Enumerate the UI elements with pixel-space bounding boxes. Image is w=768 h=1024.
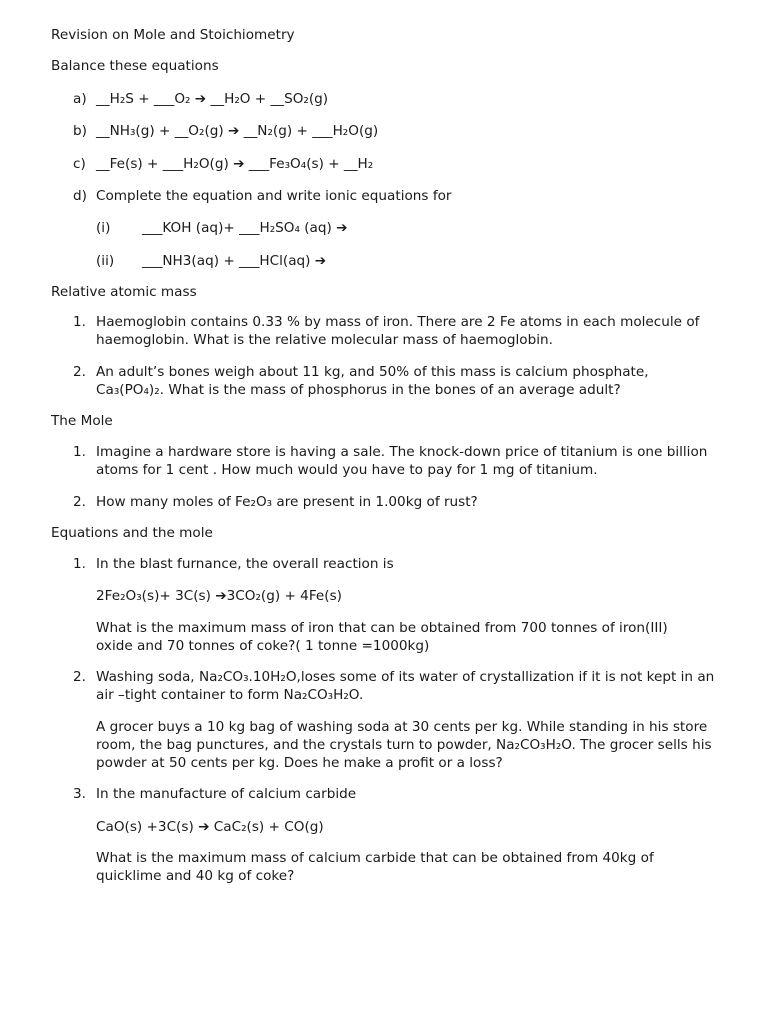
mole-q1-marker: 1. [73, 444, 86, 460]
ram-q2-marker: 2. [73, 364, 86, 380]
eqmole-q3-question: What is the maximum mass of calcium carbide that can be obtained from 40kg of quicklime and 40 kg of coke? [96, 850, 654, 884]
item-c-marker: c) [73, 156, 86, 172]
eqmole-q1-question: What is the maximum mass of iron that can be obtained from 700 tonnes of iron(III) oxide and 70 tonnes of coke?( 1 tonne =1000kg) [96, 620, 668, 654]
mole-q2-text: How many moles of Fe₂O₃ are present in 1.00kg of rust? [96, 494, 478, 510]
ram-q1-marker: 1. [73, 314, 86, 330]
item-a-marker: a) [73, 91, 87, 107]
item-d-text: Complete the equation and write ionic equations for [96, 188, 452, 204]
eqmole-q1-marker: 1. [73, 556, 86, 572]
item-d-i-equation: ___KOH (aq)+ ___H₂SO₄ (aq) ➔ [142, 220, 348, 236]
item-d-marker: d) [73, 188, 87, 204]
item-b-marker: b) [73, 123, 87, 139]
item-d-ii-marker: (ii) [96, 253, 115, 269]
eqmole-heading: Equations and the mole [51, 525, 213, 541]
eqmole-q3-text: In the manufacture of calcium carbide [96, 786, 357, 802]
mole-heading: The Mole [51, 413, 113, 429]
item-a-equation: __H₂S + ___O₂ ➔ __H₂O + __SO₂(g) [96, 91, 329, 107]
item-d-ii-equation: ___NH3(aq) + ___HCl(aq) ➔ [142, 253, 327, 269]
eqmole-q1-equation: 2Fe₂O₃(s)+ 3C(s) ➔3CO₂(g) + 4Fe(s) [96, 588, 342, 604]
item-c-equation: __Fe(s) + ___H₂O(g) ➔ ___Fe₃O₄(s) + __H₂ [96, 156, 374, 172]
document-title: Revision on Mole and Stoichiometry [51, 27, 295, 43]
eqmole-q3-marker: 3. [73, 786, 86, 802]
ram-q2-text: An adult’s bones weigh about 11 kg, and 50% of this mass is calcium phosphate, Ca₃(PO₄)₂. What is the mass of phosphorus in the bones of an average adult? [96, 364, 649, 398]
eqmole-q1-text: In the blast furnance, the overall reaction is [96, 556, 394, 572]
item-d-i-marker: (i) [96, 220, 111, 236]
eqmole-q3-equation: CaO(s) +3C(s) ➔ CaC₂(s) + CO(g) [96, 819, 324, 835]
eqmole-q2-text: Washing soda, Na₂CO₃.10H₂O,loses some of its water of crystallization if it is not kept in an air –tight container to form Na₂CO₃H₂O. [96, 669, 715, 703]
balance-heading: Balance these equations [51, 58, 219, 74]
ram-heading: Relative atomic mass [51, 284, 197, 300]
eqmole-q2-question: A grocer buys a 10 kg bag of washing soda at 30 cents per kg. While standing in his store room, the bag punctures, and the crystals turn to powder, Na₂CO₃H₂O. The grocer sells his powder at 50 cents per kg. Does he make a profit or a loss? [96, 719, 712, 771]
eqmole-q2-marker: 2. [73, 669, 86, 685]
mole-q2-marker: 2. [73, 494, 86, 510]
mole-q1-text: Imagine a hardware store is having a sale. The knock-down price of titanium is one billion atoms for 1 cent . How much would you have to pay for 1 mg of titanium. [96, 444, 708, 478]
ram-q1-text: Haemoglobin contains 0.33 % by mass of iron. There are 2 Fe atoms in each molecule of haemoglobin. What is the relative molecular mass of haemoglobin. [96, 314, 700, 348]
item-b-equation: __NH₃(g) + __O₂(g) ➔ __N₂(g) + ___H₂O(g) [96, 123, 379, 139]
